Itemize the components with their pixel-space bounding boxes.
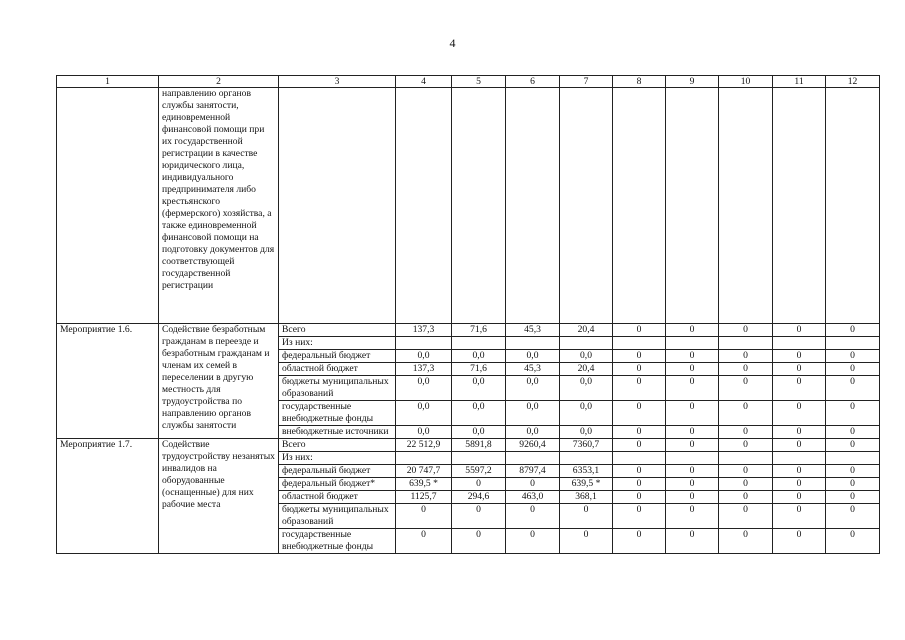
value-cell: 20,4 bbox=[560, 362, 613, 375]
empty-cell bbox=[666, 88, 719, 324]
value-cell: 0 bbox=[773, 503, 826, 528]
value-cell: 5597,2 bbox=[452, 464, 506, 477]
value-cell: 0 bbox=[613, 464, 666, 477]
value-cell bbox=[719, 336, 773, 349]
value-cell: 7360,7 bbox=[560, 438, 613, 451]
value-cell: 0 bbox=[666, 528, 719, 553]
value-cell: 0 bbox=[719, 349, 773, 362]
column-header: 1 bbox=[57, 76, 159, 88]
value-cell bbox=[506, 451, 560, 464]
value-cell: 0 bbox=[613, 503, 666, 528]
value-cell: 0 bbox=[826, 375, 880, 400]
funding-source: Всего bbox=[279, 324, 396, 337]
value-cell: 0,0 bbox=[396, 349, 452, 362]
value-cell: 6353,1 bbox=[560, 464, 613, 477]
value-cell: 0 bbox=[666, 425, 719, 438]
value-cell: 0 bbox=[773, 477, 826, 490]
column-header: 4 bbox=[396, 76, 452, 88]
value-cell: 639,5 * bbox=[396, 477, 452, 490]
value-cell: 0,0 bbox=[560, 375, 613, 400]
page-number: 4 bbox=[449, 36, 456, 50]
value-cell: 0 bbox=[452, 477, 506, 490]
column-header: 9 bbox=[666, 76, 719, 88]
empty-cell bbox=[826, 88, 880, 324]
value-cell: 0 bbox=[719, 362, 773, 375]
value-cell bbox=[666, 336, 719, 349]
value-cell: 0 bbox=[826, 425, 880, 438]
funding-source: областной бюджет bbox=[279, 362, 396, 375]
value-cell: 0 bbox=[719, 528, 773, 553]
value-cell: 0 bbox=[719, 464, 773, 477]
value-cell bbox=[826, 451, 880, 464]
column-header: 11 bbox=[773, 76, 826, 88]
funding-source: государственные внебюджетные фонды bbox=[279, 400, 396, 425]
funding-source: Всего bbox=[279, 438, 396, 451]
value-cell: 0 bbox=[452, 503, 506, 528]
value-cell: 0 bbox=[613, 349, 666, 362]
empty-cell bbox=[57, 88, 159, 324]
value-cell: 639,5 * bbox=[560, 477, 613, 490]
value-cell: 0 bbox=[773, 375, 826, 400]
value-cell bbox=[506, 336, 560, 349]
value-cell: 0 bbox=[719, 490, 773, 503]
value-cell bbox=[560, 451, 613, 464]
value-cell: 0 bbox=[613, 375, 666, 400]
funding-source: бюджеты муниципальных образований bbox=[279, 375, 396, 400]
value-cell: 0 bbox=[719, 438, 773, 451]
value-cell: 0 bbox=[666, 400, 719, 425]
value-cell: 8797,4 bbox=[506, 464, 560, 477]
value-cell: 0 bbox=[613, 528, 666, 553]
value-cell: 45,3 bbox=[506, 324, 560, 337]
value-cell: 0 bbox=[826, 464, 880, 477]
value-cell: 0 bbox=[773, 362, 826, 375]
value-cell: 0 bbox=[826, 528, 880, 553]
value-cell: 0 bbox=[773, 528, 826, 553]
value-cell: 0,0 bbox=[506, 400, 560, 425]
value-cell: 0 bbox=[719, 375, 773, 400]
column-header: 3 bbox=[279, 76, 396, 88]
value-cell: 0 bbox=[719, 400, 773, 425]
value-cell: 368,1 bbox=[560, 490, 613, 503]
column-header: 12 bbox=[826, 76, 880, 88]
value-cell: 0 bbox=[666, 349, 719, 362]
value-cell: 0,0 bbox=[560, 349, 613, 362]
value-cell bbox=[613, 451, 666, 464]
value-cell bbox=[773, 451, 826, 464]
empty-cell bbox=[560, 88, 613, 324]
value-cell: 0,0 bbox=[506, 375, 560, 400]
continued-description: направлению органов службы занятости, единовременной финансовой помощи при их государственной регистрации в качестве юридического лица, индивидуального предпринимателя либо крестьянского (фермерского) хозяйства, а также единовременной финансовой помощи на подготовку документов для соответствующей государственной регистрации bbox=[159, 88, 279, 324]
value-cell bbox=[826, 336, 880, 349]
column-header-row bbox=[57, 76, 880, 88]
value-cell: 0 bbox=[773, 438, 826, 451]
funding-source: Из них: bbox=[279, 336, 396, 349]
value-cell: 137,3 bbox=[396, 362, 452, 375]
column-header: 2 bbox=[159, 76, 279, 88]
value-cell: 0 bbox=[773, 400, 826, 425]
value-cell: 0 bbox=[666, 503, 719, 528]
value-cell: 1125,7 bbox=[396, 490, 452, 503]
column-header: 8 bbox=[613, 76, 666, 88]
value-cell: 0 bbox=[773, 425, 826, 438]
value-cell: 0 bbox=[613, 425, 666, 438]
value-cell: 0 bbox=[506, 503, 560, 528]
value-cell: 463,0 bbox=[506, 490, 560, 503]
funding-source: бюджеты муниципальных образований bbox=[279, 503, 396, 528]
value-cell: 0 bbox=[773, 464, 826, 477]
value-cell bbox=[452, 336, 506, 349]
value-cell: 0 bbox=[452, 528, 506, 553]
value-cell: 0 bbox=[773, 349, 826, 362]
column-header: 5 bbox=[452, 76, 506, 88]
value-cell: 0 bbox=[613, 362, 666, 375]
value-cell: 0 bbox=[826, 503, 880, 528]
value-cell: 0,0 bbox=[560, 400, 613, 425]
funding-source: государственные внебюджетные фонды bbox=[279, 528, 396, 553]
value-cell: 45,3 bbox=[506, 362, 560, 375]
value-cell: 20,4 bbox=[560, 324, 613, 337]
value-cell: 0,0 bbox=[452, 425, 506, 438]
funding-source: областной бюджет bbox=[279, 490, 396, 503]
value-cell: 0 bbox=[666, 438, 719, 451]
value-cell bbox=[613, 336, 666, 349]
value-cell bbox=[560, 336, 613, 349]
value-cell: 0 bbox=[719, 503, 773, 528]
budget-table bbox=[56, 75, 880, 554]
value-cell: 0 bbox=[560, 503, 613, 528]
value-cell: 0 bbox=[826, 362, 880, 375]
value-cell bbox=[452, 451, 506, 464]
activity-description: Содействие безработным гражданам в переезде и безработным гражданам и членам их семей в переселении в другую местность для трудоустройства по направлению органов службы занятости bbox=[159, 324, 279, 439]
value-cell bbox=[396, 336, 452, 349]
value-cell: 294,6 bbox=[452, 490, 506, 503]
value-cell: 0 bbox=[773, 490, 826, 503]
value-cell bbox=[773, 336, 826, 349]
empty-cell bbox=[452, 88, 506, 324]
value-cell: 137,3 bbox=[396, 324, 452, 337]
funding-source: Из них: bbox=[279, 451, 396, 464]
value-cell: 0 bbox=[826, 349, 880, 362]
column-header: 10 bbox=[719, 76, 773, 88]
empty-cell bbox=[773, 88, 826, 324]
activity-description: Содействие трудоустройству незанятых инвалидов на оборудованные (оснащенные) для них рабочие места bbox=[159, 438, 279, 553]
activity-label: Мероприятие 1.6. bbox=[57, 324, 159, 439]
value-cell bbox=[666, 451, 719, 464]
value-cell: 0 bbox=[396, 528, 452, 553]
funding-source: федеральный бюджет* bbox=[279, 477, 396, 490]
value-cell: 0,0 bbox=[560, 425, 613, 438]
value-cell: 0 bbox=[613, 477, 666, 490]
continued-row bbox=[57, 88, 880, 324]
value-cell: 0 bbox=[560, 528, 613, 553]
value-cell: 0,0 bbox=[396, 375, 452, 400]
value-cell: 0 bbox=[666, 490, 719, 503]
value-cell: 5891,8 bbox=[452, 438, 506, 451]
table-row bbox=[57, 324, 880, 337]
value-cell: 0,0 bbox=[506, 349, 560, 362]
column-header: 7 bbox=[560, 76, 613, 88]
funding-source: федеральный бюджет bbox=[279, 464, 396, 477]
value-cell: 0 bbox=[826, 400, 880, 425]
value-cell: 0 bbox=[613, 324, 666, 337]
value-cell: 0,0 bbox=[452, 400, 506, 425]
empty-cell bbox=[719, 88, 773, 324]
value-cell: 0,0 bbox=[452, 349, 506, 362]
value-cell: 0 bbox=[826, 324, 880, 337]
value-cell: 0 bbox=[666, 464, 719, 477]
empty-cell bbox=[613, 88, 666, 324]
activity-label: Мероприятие 1.7. bbox=[57, 438, 159, 553]
empty-cell bbox=[506, 88, 560, 324]
value-cell: 0 bbox=[666, 324, 719, 337]
value-cell: 0 bbox=[719, 425, 773, 438]
value-cell: 71,6 bbox=[452, 324, 506, 337]
value-cell: 0 bbox=[773, 324, 826, 337]
value-cell: 0 bbox=[613, 490, 666, 503]
column-header: 6 bbox=[506, 76, 560, 88]
value-cell: 0 bbox=[666, 362, 719, 375]
value-cell: 0,0 bbox=[506, 425, 560, 438]
value-cell: 0 bbox=[826, 477, 880, 490]
value-cell: 71,6 bbox=[452, 362, 506, 375]
value-cell: 0 bbox=[666, 477, 719, 490]
value-cell: 0 bbox=[826, 490, 880, 503]
empty-cell bbox=[279, 88, 396, 324]
value-cell: 0,0 bbox=[396, 400, 452, 425]
value-cell: 0 bbox=[613, 438, 666, 451]
value-cell: 0 bbox=[666, 375, 719, 400]
value-cell: 0 bbox=[396, 503, 452, 528]
funding-source: внебюджетные источники bbox=[279, 425, 396, 438]
value-cell: 0 bbox=[506, 477, 560, 490]
value-cell: 0 bbox=[506, 528, 560, 553]
value-cell: 0,0 bbox=[396, 425, 452, 438]
value-cell: 0,0 bbox=[452, 375, 506, 400]
value-cell: 20 747,7 bbox=[396, 464, 452, 477]
funding-source: федеральный бюджет bbox=[279, 349, 396, 362]
value-cell bbox=[719, 451, 773, 464]
value-cell: 0 bbox=[826, 438, 880, 451]
table-row bbox=[57, 438, 880, 451]
value-cell: 0 bbox=[719, 324, 773, 337]
value-cell bbox=[396, 451, 452, 464]
value-cell: 22 512,9 bbox=[396, 438, 452, 451]
value-cell: 9260,4 bbox=[506, 438, 560, 451]
value-cell: 0 bbox=[613, 400, 666, 425]
value-cell: 0 bbox=[719, 477, 773, 490]
empty-cell bbox=[396, 88, 452, 324]
